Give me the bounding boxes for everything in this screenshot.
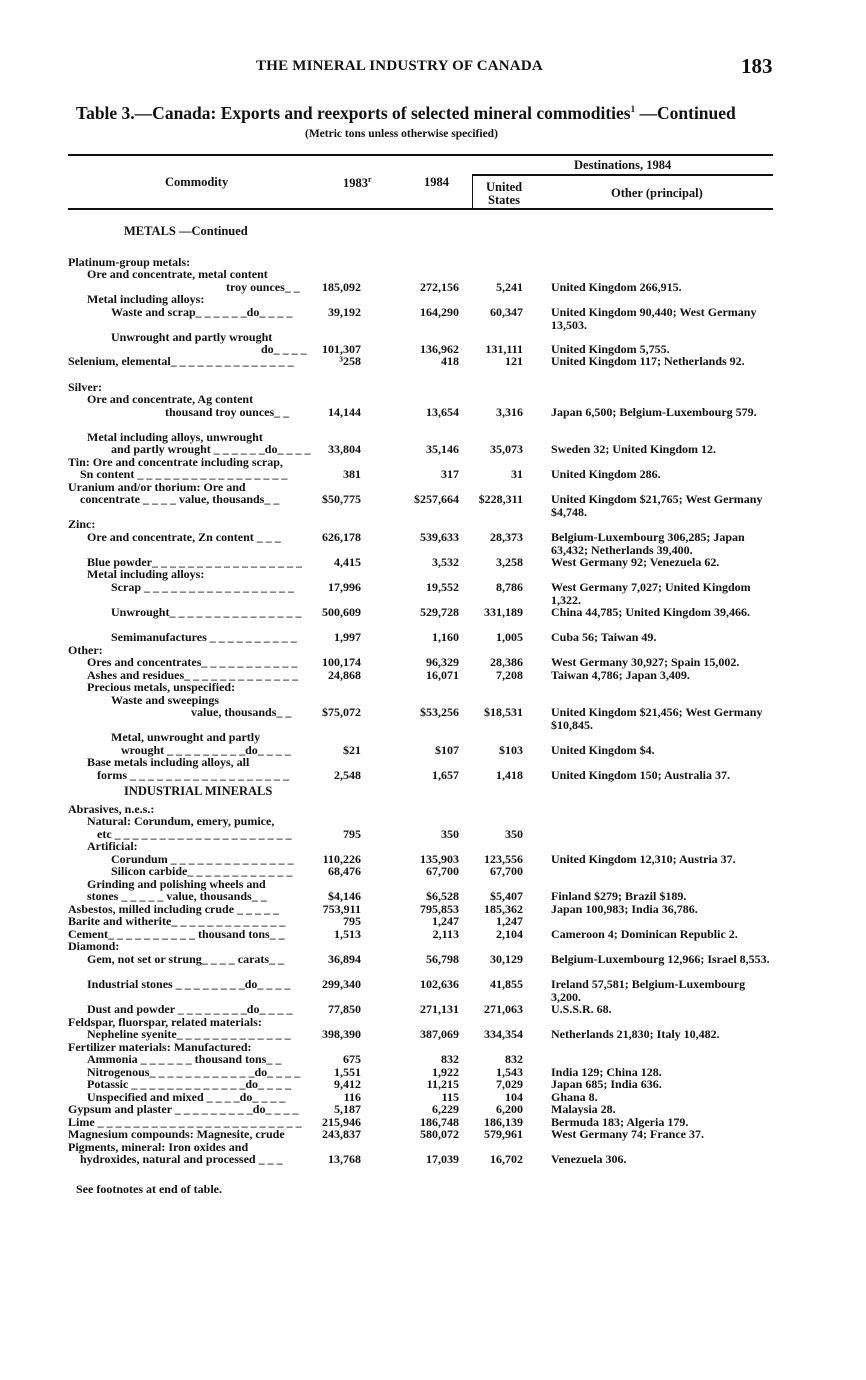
value-other-destinations: United Kingdom 117; Netherlands 92.	[551, 354, 745, 368]
value-united-states: 7,208	[496, 668, 523, 682]
value-1983: 1,997	[334, 630, 361, 644]
value-1984: 11,215	[426, 1077, 459, 1091]
commodity-label: Ammonia _ _ _ _ _ _ thousand tons_ _	[87, 1052, 282, 1066]
footnote-note: See footnotes at end of table.	[76, 1182, 222, 1196]
value-other-destinations: United Kingdom $21,765; West Germany $4,748.	[551, 492, 763, 519]
value-other-destinations: Venezuela 306.	[551, 1152, 627, 1166]
value-united-states: 123,556	[484, 852, 523, 866]
value-1984: $53,256	[420, 705, 459, 719]
commodity-label: Other:	[68, 643, 103, 657]
value-other-destinations: United Kingdom 12,310; Austria 37.	[551, 852, 736, 866]
value-1983: 24,868	[328, 668, 361, 682]
value-1984: 832	[441, 1052, 459, 1066]
commodity-label: stones _ _ _ _ _ value, thousands_ _	[87, 889, 267, 903]
value-1983: 675	[343, 1052, 361, 1066]
commodity-label: Blue powder_ _ _ _ _ _ _ _ _ _ _ _ _ _ _ _ _	[87, 555, 303, 569]
value-united-states: 350	[505, 827, 523, 841]
value-1984: $107	[435, 743, 459, 757]
header-other: Other (principal)	[611, 186, 703, 200]
value-1984: 1,657	[432, 768, 459, 782]
value-other-destinations: West Germany 92; Venezuela 62.	[551, 555, 720, 569]
value-1983: 2,548	[334, 768, 361, 782]
value-1983: 795	[343, 827, 361, 841]
value-1984: 96,329	[426, 655, 459, 669]
value-united-states: 35,073	[490, 442, 523, 456]
title-footnote-marker: 1	[630, 104, 636, 115]
value-1983: 500,609	[322, 605, 361, 619]
commodity-label: Potassic _ _ _ _ _ _ _ _ _ _ _ _ _do_ _ _ _	[87, 1077, 291, 1091]
table-top-rule	[68, 154, 773, 156]
value-united-states: 28,386	[490, 655, 523, 669]
commodity-label: Industrial stones _ _ _ _ _ _ _ _do_ _ _ _	[87, 977, 291, 991]
value-1984: 2,113	[432, 927, 459, 941]
commodity-label: Unwrought_ _ _ _ _ _ _ _ _ _ _ _ _ _ _	[111, 605, 302, 619]
value-1983: 381	[343, 467, 361, 481]
value-1983: 13,768	[328, 1152, 361, 1166]
value-other-destinations: Ireland 57,581; Belgium-Luxembourg 3,200.	[551, 977, 746, 1004]
commodity-label: Corundum _ _ _ _ _ _ _ _ _ _ _ _ _ _	[111, 852, 294, 866]
commodity-label: Gem, not set or strung_ _ _ _ carats_ _	[87, 952, 285, 966]
table-subtitle: (Metric tons unless otherwise specified)	[305, 128, 498, 140]
value-1984: 164,290	[420, 305, 459, 319]
commodity-label: Artificial:	[87, 839, 138, 853]
value-1983: 795	[343, 914, 361, 928]
commodity-label: Uranium and/or thorium: Ore and	[68, 480, 246, 494]
value-united-states: 1,418	[496, 768, 523, 782]
value-1983: 39,192	[328, 305, 361, 319]
commodity-label: Asbestos, milled including crude _ _ _ _ _	[68, 902, 280, 916]
value-1984: 13,654	[426, 405, 459, 419]
commodity-label: Pigments, mineral: Iron oxides and	[68, 1140, 249, 1154]
value-1984: 67,700	[426, 864, 459, 878]
commodity-label: Tin: Ore and concentrate including scrap,	[68, 455, 283, 469]
page-number: 183	[741, 54, 773, 78]
value-united-states: 8,786	[496, 580, 523, 594]
commodity-label: Cement_ _ _ _ _ _ _ _ _ _ thousand tons_ _	[68, 927, 285, 941]
value-other-destinations: Ghana 8.	[551, 1090, 598, 1104]
value-1983: 14,144	[328, 405, 361, 419]
value-1983: 1,513	[334, 927, 361, 941]
commodity-label: Scrap _ _ _ _ _ _ _ _ _ _ _ _ _ _ _ _ _	[111, 580, 294, 594]
commodity-label: Grinding and polishing wheels and	[87, 877, 266, 891]
value-1983: 398,390	[322, 1027, 361, 1041]
value-1984: 19,552	[426, 580, 459, 594]
commodity-label: Metal including alloys, unwrought	[87, 430, 263, 444]
value-other-destinations: United Kingdom 5,755.	[551, 342, 670, 356]
value-1984: 272,156	[420, 280, 459, 294]
value-1984: 271,131	[420, 1002, 459, 1016]
value-1984: 16,071	[426, 668, 459, 682]
value-1984: 135,903	[420, 852, 459, 866]
value-1983: 116	[343, 1090, 361, 1104]
commodity-label: Abrasives, n.e.s.:	[68, 802, 155, 816]
header-1984: 1984	[424, 175, 449, 189]
value-other-destinations: United Kingdom $4.	[551, 743, 655, 757]
value-united-states: 121	[505, 354, 523, 368]
value-other-destinations: United Kingdom 90,440; West Germany 13,503.	[551, 305, 757, 332]
value-united-states: 28,373	[490, 530, 523, 544]
value-other-destinations: U.S.S.R. 68.	[551, 1002, 612, 1016]
value-1984: 1,160	[432, 630, 459, 644]
commodity-label: concentrate _ _ _ _ value, thousands_ _	[80, 492, 280, 506]
header-united-states-2: States	[488, 193, 520, 207]
value-1984: 539,633	[420, 530, 459, 544]
value-1984: $6,528	[426, 889, 459, 903]
value-1984: 418	[441, 354, 459, 368]
value-united-states: $103	[499, 743, 523, 757]
commodity-label: Feldspar, fluorspar, related materials:	[68, 1015, 262, 1029]
commodity-label: Nitrogenous_ _ _ _ _ _ _ _ _ _ _ _do_ _ _ _	[87, 1065, 301, 1079]
value-other-destinations: Japan 100,983; India 36,786.	[551, 902, 698, 916]
value-1983: 4,415	[334, 555, 361, 569]
commodity-label: METALS —Continued	[124, 224, 248, 238]
value-united-states: 7,029	[496, 1077, 523, 1091]
value-1983: 36,894	[328, 952, 361, 966]
commodity-label: hydroxides, natural and processed _ _ _	[80, 1152, 283, 1166]
value-1983: 1,551	[334, 1065, 361, 1079]
value-1984: 3,532	[432, 555, 459, 569]
value-united-states: 3,258	[496, 555, 523, 569]
value-other-destinations: Netherlands 21,830; Italy 10,482.	[551, 1027, 720, 1041]
commodity-label: etc _ _ _ _ _ _ _ _ _ _ _ _ _ _ _ _ _ _ _ _	[97, 827, 292, 841]
value-other-destinations: Japan 685; India 636.	[551, 1077, 662, 1091]
commodity-label: INDUSTRIAL MINERALS	[124, 784, 273, 798]
running-title: THE MINERAL INDUSTRY OF CANADA	[256, 58, 543, 74]
commodity-label: Nepheline syenite_ _ _ _ _ _ _ _ _ _ _ _ _	[87, 1027, 291, 1041]
us-column-rule	[472, 175, 473, 209]
value-1984: 17,039	[426, 1152, 459, 1166]
commodity-label: Selenium, elemental_ _ _ _ _ _ _ _ _ _ _ _ _ _	[68, 354, 294, 368]
value-united-states: 16,702	[490, 1152, 523, 1166]
commodity-label: Waste and sweepings	[111, 693, 220, 707]
value-1984: 1,922	[432, 1065, 459, 1079]
value-other-destinations: West Germany 74; France 37.	[551, 1127, 704, 1141]
value-united-states: 1,247	[496, 914, 523, 928]
value-other-destinations: United Kingdom 266,915.	[551, 280, 682, 294]
value-united-states: 6,200	[496, 1102, 523, 1116]
value-1983: 101,307	[322, 342, 361, 356]
value-united-states: 271,063	[484, 1002, 523, 1016]
value-other-destinations: Japan 6,500; Belgium-Luxembourg 579.	[551, 405, 757, 419]
value-united-states: 579,961	[484, 1127, 523, 1141]
value-united-states: 5,241	[496, 280, 523, 294]
commodity-label: Unwrought and partly wrought	[111, 330, 273, 344]
value-1984: 529,728	[420, 605, 459, 619]
commodity-label: Platinum-group metals:	[68, 255, 191, 269]
value-united-states: 3,316	[496, 405, 523, 419]
header-united-states-1: United	[486, 180, 523, 194]
commodity-label: Zinc:	[68, 517, 96, 531]
value-1984: 186,748	[420, 1115, 459, 1129]
value-united-states: 131,111	[485, 342, 523, 356]
header-commodity: Commodity	[165, 175, 229, 189]
commodity-label: Metal including alloys:	[87, 567, 205, 581]
commodity-label: Metal, unwrought and partly	[111, 730, 261, 744]
value-united-states: 331,189	[484, 605, 523, 619]
value-other-destinations: Malaysia 28.	[551, 1102, 616, 1116]
value-united-states: 186,139	[484, 1115, 523, 1129]
value-1983: 753,911	[322, 902, 361, 916]
commodity-label: troy ounces_ _	[226, 280, 300, 294]
commodity-label: Gypsum and plaster _ _ _ _ _ _ _ _ _do_ _ _ _	[68, 1102, 299, 1116]
commodity-label: Silicon carbide_ _ _ _ _ _ _ _ _ _ _ _	[111, 864, 293, 878]
value-1983: 243,837	[322, 1127, 361, 1141]
value-1984: 115	[441, 1090, 459, 1104]
commodity-label: Magnesium compounds: Magnesite, crude	[68, 1127, 285, 1141]
commodity-label: value, thousands_ _	[191, 705, 292, 719]
value-united-states: $5,407	[490, 889, 523, 903]
value-1983: 100,174	[322, 655, 361, 669]
value-other-destinations: Bermuda 183; Algeria 179.	[551, 1115, 689, 1129]
value-1984: 317	[441, 467, 459, 481]
value-other-destinations: India 129; China 128.	[551, 1065, 662, 1079]
commodity-label: Semimanufactures _ _ _ _ _ _ _ _ _ _	[111, 630, 297, 644]
header-bottom-rule	[68, 208, 773, 210]
value-united-states: 41,855	[490, 977, 523, 991]
value-1984: 350	[441, 827, 459, 841]
commodity-label: Sn content _ _ _ _ _ _ _ _ _ _ _ _ _ _ _ _ _	[80, 467, 288, 481]
value-united-states: 832	[505, 1052, 523, 1066]
value-1983: 626,178	[322, 530, 361, 544]
commodity-label: Ores and concentrates_ _ _ _ _ _ _ _ _ _ _	[87, 655, 298, 669]
value-1984: 795,853	[420, 902, 459, 916]
commodity-label: Dust and powder _ _ _ _ _ _ _ _do_ _ _ _	[87, 1002, 293, 1016]
commodity-label: Waste and scrap_ _ _ _ _ _do_ _ _ _	[111, 305, 293, 319]
value-united-states: 1,543	[496, 1065, 523, 1079]
value-1983: 68,476	[328, 864, 361, 878]
commodity-label: Barite and witherite_ _ _ _ _ _ _ _ _ _ _ _ _	[68, 914, 286, 928]
value-1984: 1,247	[432, 914, 459, 928]
value-other-destinations: West Germany 30,927; Spain 15,002.	[551, 655, 740, 669]
value-other-destinations: Finland $279; Brazil $189.	[551, 889, 687, 903]
value-other-destinations: Belgium-Luxembourg 12,966; Israel 8,553.	[551, 952, 770, 966]
value-1983: 9,412	[334, 1077, 361, 1091]
commodity-label: Precious metals, unspecified:	[87, 680, 236, 694]
header-1983: 1983$^r$	[343, 175, 372, 191]
value-united-states: $228,311	[478, 492, 523, 506]
value-1983: $4,146	[328, 889, 361, 903]
commodity-label: Silver:	[68, 380, 102, 394]
value-united-states: 1,005	[496, 630, 523, 644]
value-other-destinations: Sweden 32; United Kingdom 12.	[551, 442, 717, 456]
value-1984: 102,636	[420, 977, 459, 991]
commodity-label: Ore and concentrate, Ag content	[87, 392, 254, 406]
value-other-destinations: United Kingdom 286.	[551, 467, 661, 481]
value-other-destinations: Taiwan 4,786; Japan 3,409.	[551, 668, 690, 682]
value-1983: 5,187	[334, 1102, 361, 1116]
value-1983: ³258	[339, 354, 361, 368]
value-1983: 33,804	[328, 442, 361, 456]
value-1983: 77,850	[328, 1002, 361, 1016]
value-1983: 299,340	[322, 977, 361, 991]
commodity-label: Ore and concentrate, Zn content _ _ _	[87, 530, 281, 544]
commodity-label: Lime _ _ _ _ _ _ _ _ _ _ _ _ _ _ _ _ _ _ _ _ _ _ _	[68, 1115, 302, 1129]
value-1983: 17,996	[328, 580, 361, 594]
value-other-destinations: West Germany 7,027; United Kingdom 1,322.	[551, 580, 751, 607]
value-other-destinations: Cameroon 4; Dominican Republic 2.	[551, 927, 738, 941]
value-united-states: 30,129	[490, 952, 523, 966]
commodity-label: wrought _ _ _ _ _ _ _ _ _do_ _ _ _	[121, 743, 291, 757]
commodity-label: Natural: Corundum, emery, pumice,	[87, 814, 275, 828]
commodity-label: Diamond:	[68, 939, 120, 953]
commodity-label: and partly wrought _ _ _ _ _ _do_ _ _ _	[111, 442, 311, 456]
value-other-destinations: China 44,785; United Kingdom 39,466.	[551, 605, 751, 619]
commodity-label: forms _ _ _ _ _ _ _ _ _ _ _ _ _ _ _ _ _ _	[97, 768, 289, 782]
value-1984: $257,664	[414, 492, 459, 506]
value-1984: 6,229	[432, 1102, 459, 1116]
value-united-states: 334,354	[484, 1027, 523, 1041]
value-1984: 387,069	[420, 1027, 459, 1041]
value-united-states: 104	[505, 1090, 523, 1104]
value-1983: 185,092	[322, 280, 361, 294]
value-1984: 136,962	[420, 342, 459, 356]
value-united-states: 60,347	[490, 305, 523, 319]
table-title: Table 3.—Canada: Exports and reexports of selected mineral commodities$^1$ —Continued	[76, 103, 736, 123]
value-1984: 580,072	[420, 1127, 459, 1141]
header-destinations: Destinations, 1984	[574, 158, 672, 172]
commodity-label: do_ _ _ _	[261, 342, 307, 356]
commodity-label: Unspecified and mixed _ _ _ _do_ _ _ _	[87, 1090, 286, 1104]
value-1983: 215,946	[322, 1115, 361, 1129]
value-1984: 56,798	[426, 952, 459, 966]
value-other-destinations: Cuba 56; Taiwan 49.	[551, 630, 657, 644]
value-united-states: 67,700	[490, 864, 523, 878]
destinations-rule	[472, 174, 773, 176]
value-other-destinations: United Kingdom $21,456; West Germany $10,845.	[551, 705, 763, 732]
value-united-states: 185,362	[484, 902, 523, 916]
value-1983: 110,226	[322, 852, 361, 866]
value-1984: 35,146	[426, 442, 459, 456]
commodity-label: Metal including alloys:	[87, 292, 205, 306]
value-1983: $50,775	[322, 492, 361, 506]
commodity-label: thousand troy ounces_ _	[165, 405, 290, 419]
value-united-states: $18,531	[484, 705, 523, 719]
value-united-states: 2,104	[496, 927, 523, 941]
value-other-destinations: Belgium-Luxembourg 306,285; Japan 63,432; Netherlands 39,400.	[551, 530, 745, 557]
commodity-label: Base metals including alloys, all	[87, 755, 250, 769]
commodity-label: Ore and concentrate, metal content	[87, 267, 268, 281]
value-other-destinations: United Kingdom 150; Australia 37.	[551, 768, 731, 782]
commodity-label: Ashes and residues_ _ _ _ _ _ _ _ _ _ _ _ _	[87, 668, 299, 682]
value-1983: $21	[343, 743, 361, 757]
value-1983: $75,072	[322, 705, 361, 719]
commodity-label: Fertilizer materials: Manufactured:	[68, 1040, 252, 1054]
value-united-states: 31	[511, 467, 523, 481]
